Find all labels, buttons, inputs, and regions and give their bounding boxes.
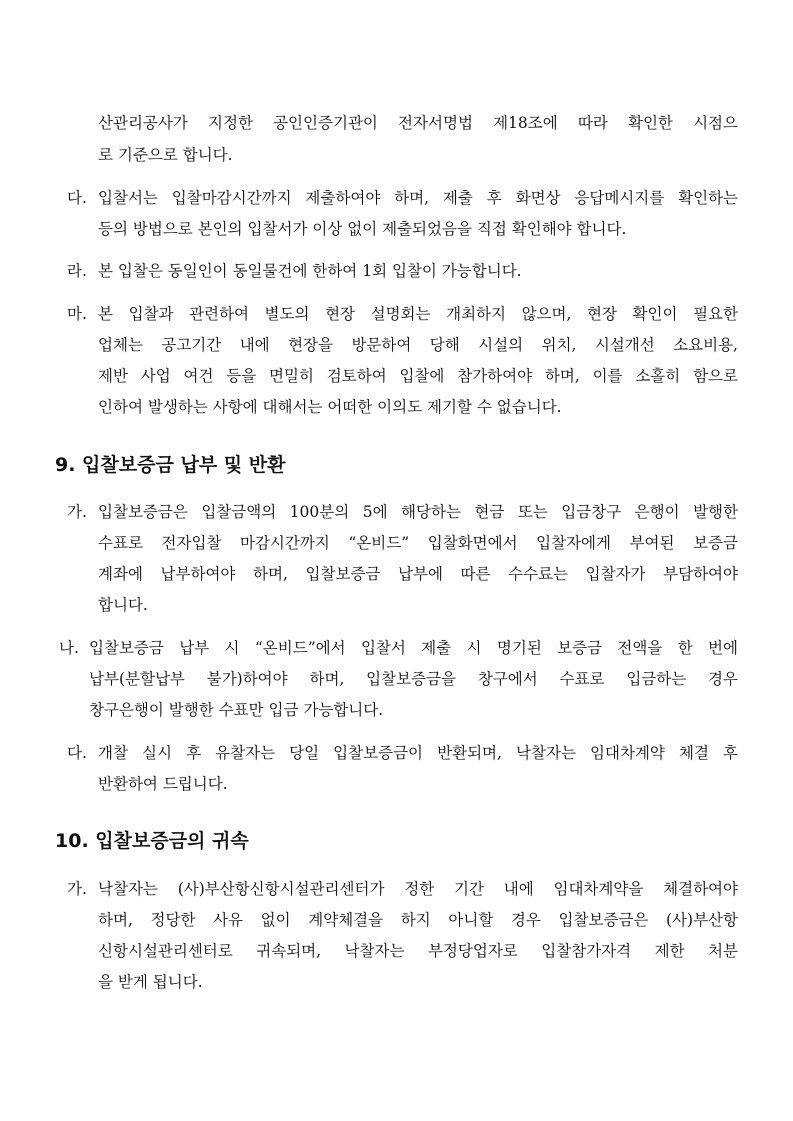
s9-ga-line-1: 입찰보증금은 입찰금액의 100분의 5에 해당하는 현금 또는 입금창구 은행이 발행한 xyxy=(98,503,738,521)
s9-na-line-3: 창구은행이 발행한 수표만 입금 가능합니다. xyxy=(89,701,384,719)
s10-ga-line-2: 하며, 정당한 사유 없이 계약체결을 하지 아니할 경우 입찰보증금은 (사)부산항 xyxy=(98,911,738,929)
s9-da-line-2: 반환하여 드립니다. xyxy=(98,775,228,793)
item-marker-ma: 마. xyxy=(67,305,87,323)
item-marker-ra: 라. xyxy=(67,262,87,280)
s9-ga-line-2: 수표로 전자입찰 마감시간까지 “온비드” 입찰화면에서 입찰자에게 부여된 보증금 xyxy=(98,534,738,552)
s9-na-line-2: 납부(분할납부 불가)하여야 하며, 입찰보증금을 창구에서 수표로 입금하는 경우 xyxy=(89,670,738,688)
item-da-line-2: 등의 방법으로 본인의 입찰서가 이상 없이 제출되었음을 직접 확인해야 합니다. xyxy=(98,220,627,238)
section-9-heading: 9. 입찰보증금 납부 및 반환 xyxy=(55,454,286,476)
item-ra-line-1: 본 입찰은 동일인이 동일물건에 한하여 1회 입찰이 가능합니다. xyxy=(98,262,522,280)
s9-da-line-1: 개찰 실시 후 유찰자는 당일 입찰보증금이 반환되며, 낙찰자는 임대차계약 체결 후 xyxy=(98,744,738,762)
item-ma-line-1: 본 입찰과 관련하여 별도의 현장 설명회는 개최하지 않으며, 현장 확인이 필요한 xyxy=(98,305,738,323)
s9-ga-line-4: 합니다. xyxy=(98,596,148,614)
item-ma-line-3: 제반 사업 여건 등을 면밀히 검토하여 입찰에 참가하여야 하며, 이를 소홀히 함으로 xyxy=(98,367,738,385)
continuation-line-2: 로 기준으로 합니다. xyxy=(98,146,233,164)
s9-ga-line-3: 계좌에 납부하여야 하며, 입찰보증금 납부에 따른 수수료는 입찰자가 부담하여야 xyxy=(98,565,738,583)
s9-item-marker-da: 다. xyxy=(67,744,87,762)
section-10-heading: 10. 입찰보증금의 귀속 xyxy=(55,830,249,852)
item-marker-da: 다. xyxy=(67,189,87,207)
s10-item-marker-ga: 가. xyxy=(67,880,87,898)
s10-ga-line-4: 을 받게 됩니다. xyxy=(98,973,203,991)
item-ma-line-2: 업체는 공고기간 내에 현장을 방문하여 당해 시설의 위치, 시설개선 소요비용, xyxy=(98,336,738,354)
s10-ga-line-3: 신항시설관리센터로 귀속되며, 낙찰자는 부정당업자로 입찰참가자격 제한 처분 xyxy=(98,942,738,960)
s10-ga-line-1: 낙찰자는 (사)부산항신항시설관리센터가 정한 기간 내에 임대차계약을 체결하여야 xyxy=(98,880,738,898)
s9-na-line-1: 입찰보증금 납부 시 “온비드”에서 입찰서 제출 시 명기된 보증금 전액을 한 번에 xyxy=(89,639,738,657)
continuation-line-1: 산관리공사가 지정한 공인인증기관이 전자서명법 제18조에 따라 확인한 시점으 xyxy=(98,114,738,132)
s9-item-marker-ga: 가. xyxy=(67,503,87,521)
s9-item-marker-na: 나. xyxy=(59,639,79,657)
item-ma-line-4: 인하여 발생하는 사항에 대해서는 어떠한 이의도 제기할 수 없습니다. xyxy=(98,398,562,416)
item-da-line-1: 입찰서는 입찰마감시간까지 제출하여야 하며, 제출 후 화면상 응답메시지를 확인하는 xyxy=(98,189,738,207)
